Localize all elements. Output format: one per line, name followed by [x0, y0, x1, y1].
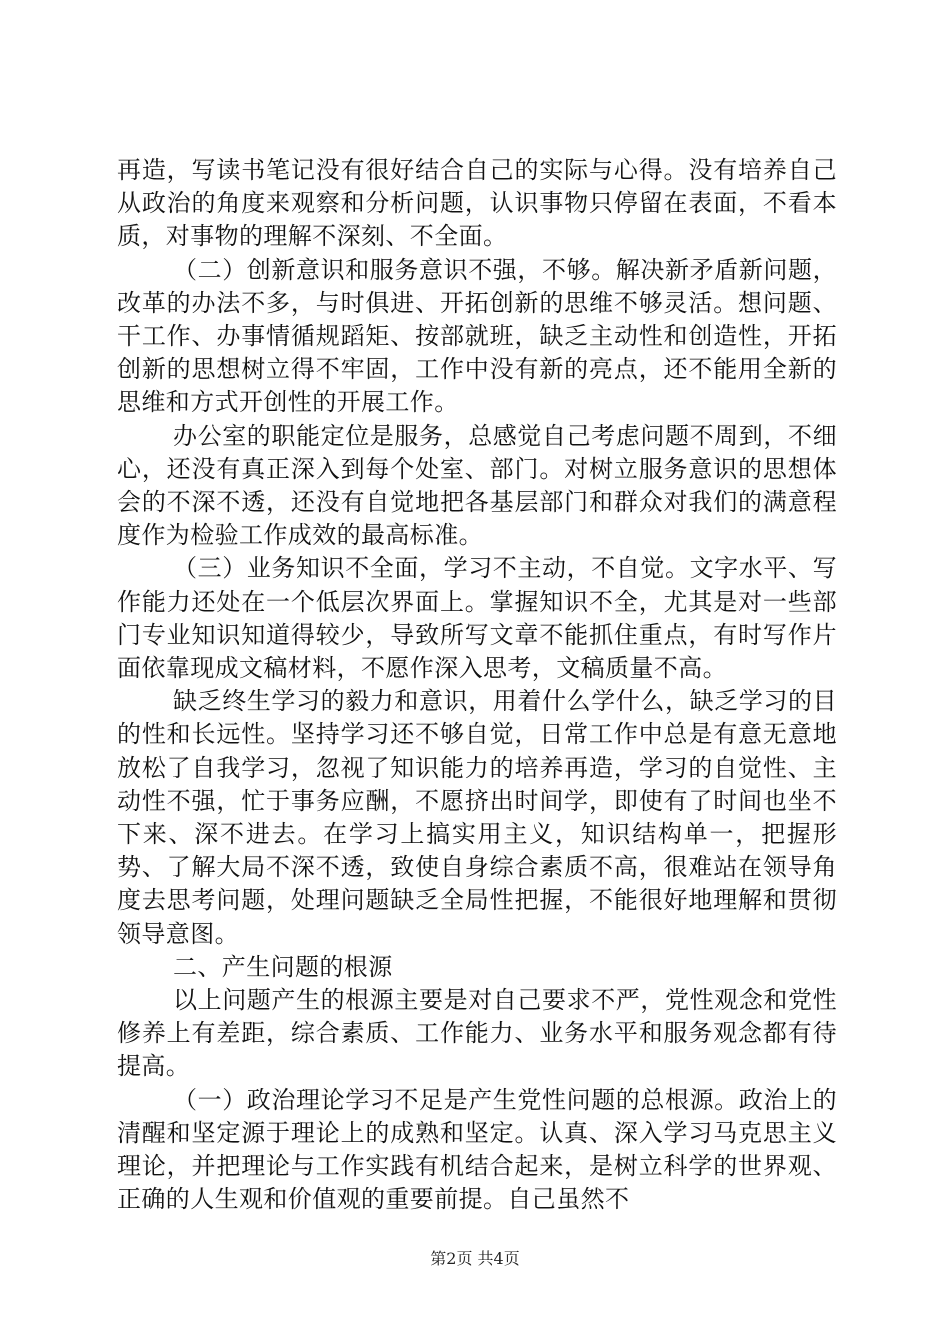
- paragraph-2: （二）创新意识和服务意识不强，不够。解决新矛盾新问题，改革的办法不多，与时俱进、开拓创新的思维不够灵活。想问题、干工作、办事情循规蹈矩、按部就班，缺乏主动性和创造性，开拓创新的思想树立得不牢固，工作中没有新的亮点，还不能用全新的思维和方式开创性的开展工作。: [117, 255, 837, 417]
- paragraph-4: （三）业务知识不全面，学习不主动，不自觉。文字水平、写作能力还处在一个低层次界面上。掌握知识不全，尤其是对一些部门专业知识知道得较少，导致所写文章不能抓住重点，有时写作片面依靠现成文稿材料，不愿作深入思考，文稿质量不高。: [117, 554, 837, 683]
- paragraph-6: 以上问题产生的根源主要是对自己要求不严，党性观念和党性修养上有差距，综合素质、工作能力、业务水平和服务观念都有待提高。: [117, 986, 837, 1081]
- paragraph-1: 再造，写读书笔记没有很好结合自己的实际与心得。没有培养自己从政治的角度来观察和分析问题，认识事物只停留在表面，不看本质，对事物的理解不深刻、不全面。: [117, 156, 837, 251]
- document-body: [117, 154, 837, 1217]
- paragraph-3: 办公室的职能定位是服务，总感觉自己考虑问题不周到，不细心，还没有真正深入到每个处室、部门。对树立服务意识的思想体会的不深不透，还没有自觉地把各基层部门和群众对我们的满意程度作为检验工作成效的最高标准。: [117, 421, 837, 550]
- page-number-footer: 第2页 共4页: [430, 1249, 520, 1268]
- section-heading: 二、产生问题的根源: [173, 952, 393, 981]
- paragraph-5: 缺乏终生学习的毅力和意识，用着什么学什么，缺乏学习的目的性和长远性。坚持学习还不够自觉，日常工作中总是有意无意地放松了自我学习，忽视了知识能力的培养再造，学习的自觉性、主动性不强，忙于事务应酬，不愿挤出时间学，即使有了时间也坐不下来、深不进去。在学习上搞实用主义，知识结构单一，把握形势、了解大局不深不透，致使自身综合素质不高，很难站在领导角度去思考问题，处理问题缺乏全局性把握，不能很好地理解和贯彻领导意图。: [117, 687, 837, 948]
- paragraph-7: （一）政治理论学习不足是产生党性问题的总根源。政治上的清醒和坚定源于理论上的成熟和坚定。认真、深入学习马克思主义理论，并把理论与工作实践有机结合起来，是树立科学的世界观、正确的人生观和价值观的重要前提。自己虽然不: [117, 1085, 837, 1214]
